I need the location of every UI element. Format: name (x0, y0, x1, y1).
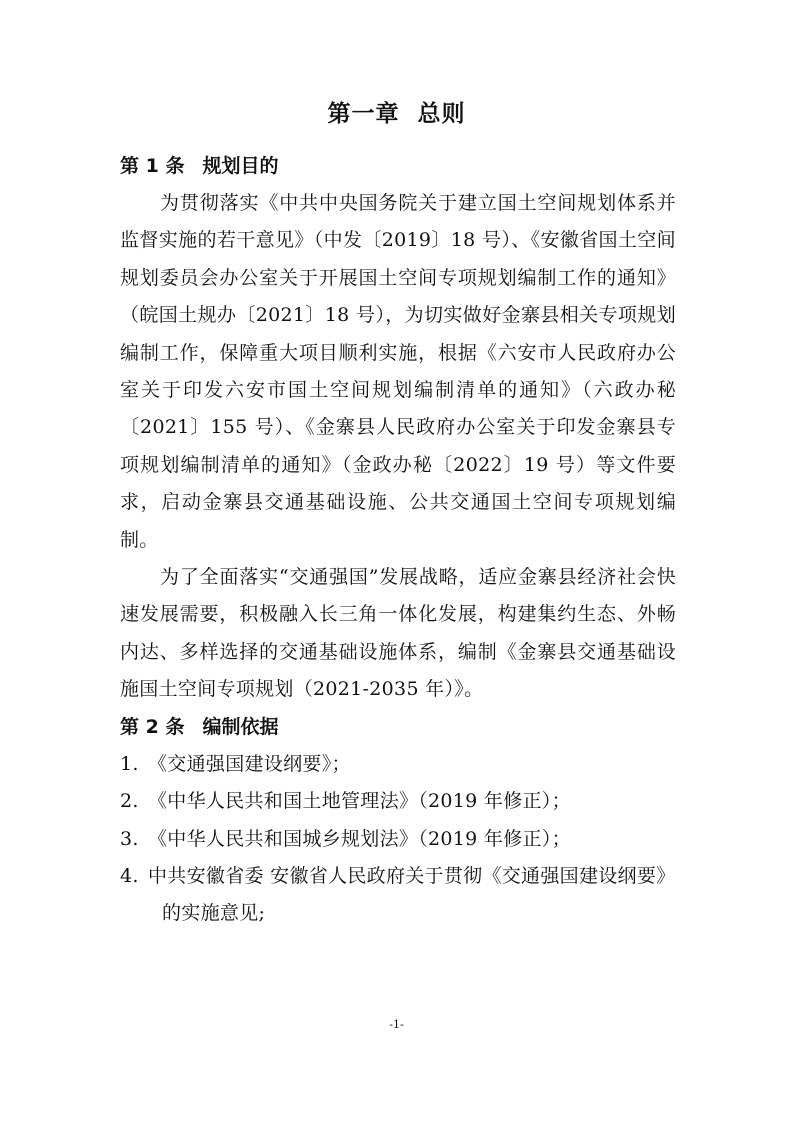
list-item (120, 858, 676, 933)
article-2-number: 第 2 条 (120, 715, 185, 738)
article-1-paragraph-2: 为了全面落实“交通强国”发展战略，适应金寨县经济社会快速发展需要，积极融入长三角一体化发展，构建集约生态、外畅内达、多样选择的交通基础设施体系，编制《金寨县交通基础设施国土空间专项规划（2021-2035 年）》。 (120, 566, 676, 701)
list-item-number: 4. (120, 864, 139, 887)
list-item (120, 783, 676, 820)
chapter-title-name: 总则 (417, 101, 466, 127)
list-item-text: 《交通强国建设纲要》； (148, 752, 351, 775)
list-item-text: 《中华人民共和国土地管理法》（2019 年修正）； (148, 790, 571, 813)
document-body (120, 148, 676, 933)
list-item-text: 《中华人民共和国城乡规划法》（2019 年修正）； (148, 827, 571, 850)
chapter-title-number: 第一章 (327, 101, 400, 127)
list-item-number: 2. (120, 790, 139, 813)
chapter-title (0, 96, 793, 132)
article-2-title: 编制依据 (202, 715, 279, 738)
list-item (120, 821, 676, 858)
page-number: -1- (389, 1018, 404, 1031)
list-item-number: 3. (120, 827, 139, 850)
article-1-paragraph-1: 为贯彻落实《中共中央国务院关于建立国土空间规划体系并监督实施的若干意见》（中发〔2019〕18 号）、《安徽省国土空间规划委员会办公室关于开展国土空间专项规划编制工作的通知》（皖国土规办〔2021〕18 号），为切实做好金寨县相关专项规划编制工作，保障重大项目顺利实施，根据《六安市人民政府办公室关于印发六安市国土空间规划编制清单的通知》（六政办秘〔2021〕155 号）、《金寨县人民政府办公室关于印发金寨县专项规划编制清单的通知》（金政办秘〔2022〕19 号）等文件要求，启动金寨县交通基础设施、公共交通国土空间专项规划编制。 (120, 192, 676, 551)
list-item-text: 中共安徽省委 安徽省人民政府关于贯彻《交通强国建设纲要》的实施意见; (148, 864, 676, 925)
article-2-list (120, 746, 676, 933)
article-2-heading (120, 709, 676, 746)
list-item-number: 1. (120, 752, 139, 775)
article-1-number: 第 1 条 (120, 155, 185, 177)
list-item (120, 746, 676, 783)
article-1-heading (120, 148, 676, 185)
article-1-title: 规划目的 (202, 155, 279, 177)
